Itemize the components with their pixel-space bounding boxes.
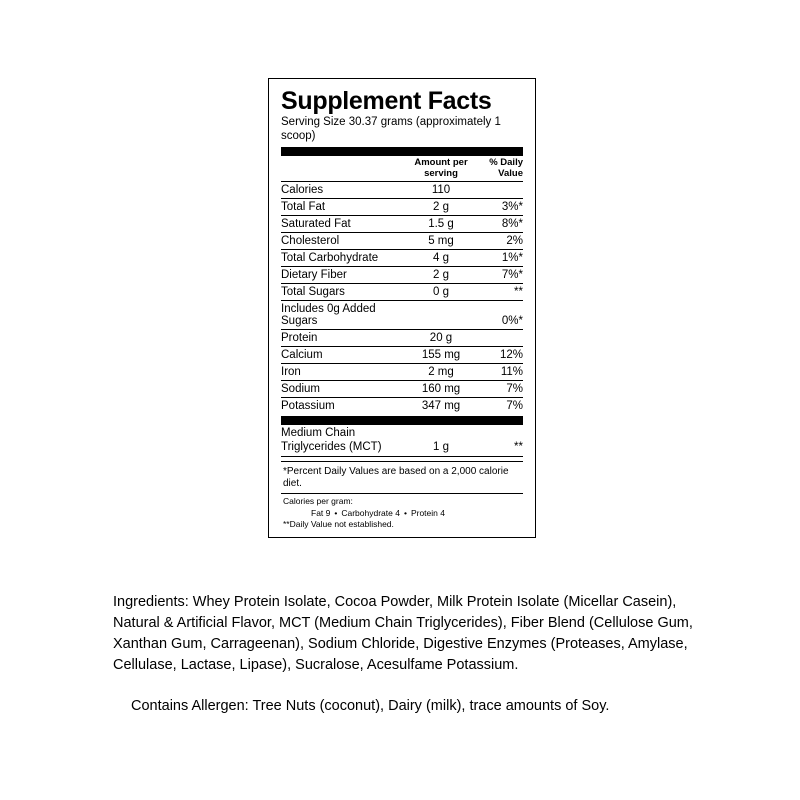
nutrient-name: Cholesterol: [281, 233, 405, 250]
calories-per-gram-values: [283, 508, 523, 519]
cpg-protein: Protein 4: [410, 507, 445, 518]
panel-inner: [269, 79, 535, 537]
nutrient-amount: 2 g: [405, 199, 477, 216]
nutrient-amount: 4 g: [405, 250, 477, 267]
table-row: [281, 216, 523, 233]
nutrient-name: Dietary Fiber: [281, 267, 405, 284]
mct-amount: 1 g: [405, 425, 477, 457]
nutrient-amount: 5 mg: [405, 233, 477, 250]
nutrient-amount: 0 g: [405, 284, 477, 301]
table-header-row: [281, 156, 523, 181]
table-row: [281, 182, 523, 199]
table-row: [281, 347, 523, 364]
nutrient-name: Saturated Fat: [281, 216, 405, 233]
nutrient-name: Sodium: [281, 381, 405, 398]
nutrient-dv: [477, 182, 523, 199]
calories-per-gram-block: [283, 496, 523, 530]
extra-nutrient-table: [281, 425, 523, 457]
nutrient-dv: 7%: [506, 400, 523, 412]
thin-divider-footnote: [281, 461, 523, 462]
calories-per-gram-label: Calories per gram:: [283, 496, 353, 507]
panel-title: Supplement Facts: [281, 87, 492, 115]
dv-not-established-note: **Daily Value not established.: [283, 519, 394, 530]
table-row: [281, 398, 523, 415]
nutrition-table: [281, 156, 523, 414]
nutrient-dv: 7%*: [477, 267, 523, 284]
table-row: [281, 330, 523, 347]
nutrient-amount: 2 g: [405, 267, 477, 284]
nutrient-dv: 3%*: [477, 199, 523, 216]
header-dv-line2: Value: [498, 167, 523, 179]
table-row: [281, 381, 523, 398]
cpg-carb: Carbohydrate 4: [341, 507, 400, 518]
header-dv-line1: % Daily: [489, 157, 523, 169]
mct-name: [281, 425, 405, 457]
allergen-statement: Contains Allergen: Tree Nuts (coconut), Dairy (milk), trace amounts of Soy.: [131, 698, 610, 714]
table-row: [281, 284, 523, 301]
nutrient-dv: 1%*: [477, 250, 523, 267]
nutrient-amount: 1.5 g: [405, 216, 477, 233]
nutrient-dv: 11%: [477, 364, 523, 381]
header-daily-value: [477, 156, 523, 181]
serving-size-text: Serving Size 30.37 grams (approximately 1 scoop): [281, 116, 501, 142]
cpg-dot-2: •: [403, 507, 407, 518]
nutrient-dv: [477, 330, 523, 347]
thick-divider-bottom: [281, 416, 523, 425]
nutrient-name: Iron: [281, 364, 405, 381]
header-blank: [281, 156, 405, 181]
thick-divider-top: [281, 147, 523, 156]
supplement-facts-panel: [268, 78, 536, 538]
nutrient-amount: 110: [405, 182, 477, 199]
nutrient-amount: 160 mg: [405, 381, 477, 398]
table-row: [281, 267, 523, 284]
nutrient-name: Total Carbohydrate: [281, 250, 405, 267]
nutrient-name: Calories: [281, 182, 405, 199]
table-row-mct: [281, 425, 523, 457]
cpg-dot-1: •: [334, 507, 338, 518]
nutrient-dv: 7%: [477, 381, 523, 398]
header-amount-per-serving: [405, 156, 477, 181]
nutrient-name: Total Sugars: [281, 284, 405, 301]
header-amount-line1: Amount per: [414, 157, 468, 169]
mct-name-line2: Triglycerides (MCT): [281, 440, 382, 453]
nutrient-amount: [405, 301, 477, 330]
nutrient-dv: 0%*: [477, 301, 523, 330]
table-row: [281, 301, 523, 330]
nutrient-amount: 155 mg: [405, 347, 477, 364]
mct-dv: **: [477, 425, 523, 457]
nutrient-dv: 8%*: [477, 216, 523, 233]
table-row: [281, 233, 523, 250]
nutrient-amount: 20 g: [405, 330, 477, 347]
nutrient-name: Includes 0g Added Sugars: [281, 301, 405, 330]
nutrient-name: Protein: [281, 330, 405, 347]
table-row: [281, 250, 523, 267]
table-row: [281, 364, 523, 381]
nutrient-name: Potassium: [281, 400, 335, 412]
mct-name-line1: Medium Chain: [281, 427, 356, 439]
nutrient-dv: **: [477, 284, 523, 301]
nutrient-name: Total Fat: [281, 199, 405, 216]
ingredients-text: Ingredients: Whey Protein Isolate, Cocoa Powder, Milk Protein Isolate (Micellar Casein), Natural & Artificial Flavor, MCT (Medium Chain Triglycerides), Fiber Blend (Cellulose Gum, Xanthan Gum, Carrageenan), Sodium Chloride, Digestive Enzymes (Proteases, Amylase, Cellulase, Lactase, Lipase), Sucralose, Acesulfame Potassium.: [113, 594, 693, 674]
nutrient-amount: 2 mg: [405, 364, 477, 381]
nutrient-amount: 347 mg: [421, 400, 461, 412]
table-row: [281, 199, 523, 216]
cpg-fat: Fat 9: [311, 507, 331, 518]
header-amount-line2: serving: [424, 167, 458, 179]
daily-value-footnote: *Percent Daily Values are based on a 2,000 calorie diet.: [283, 466, 509, 490]
nutrient-dv: 2%: [477, 233, 523, 250]
nutrient-dv: 12%: [477, 347, 523, 364]
nutrient-name: Calcium: [281, 347, 405, 364]
thin-divider-calories: [281, 493, 523, 494]
